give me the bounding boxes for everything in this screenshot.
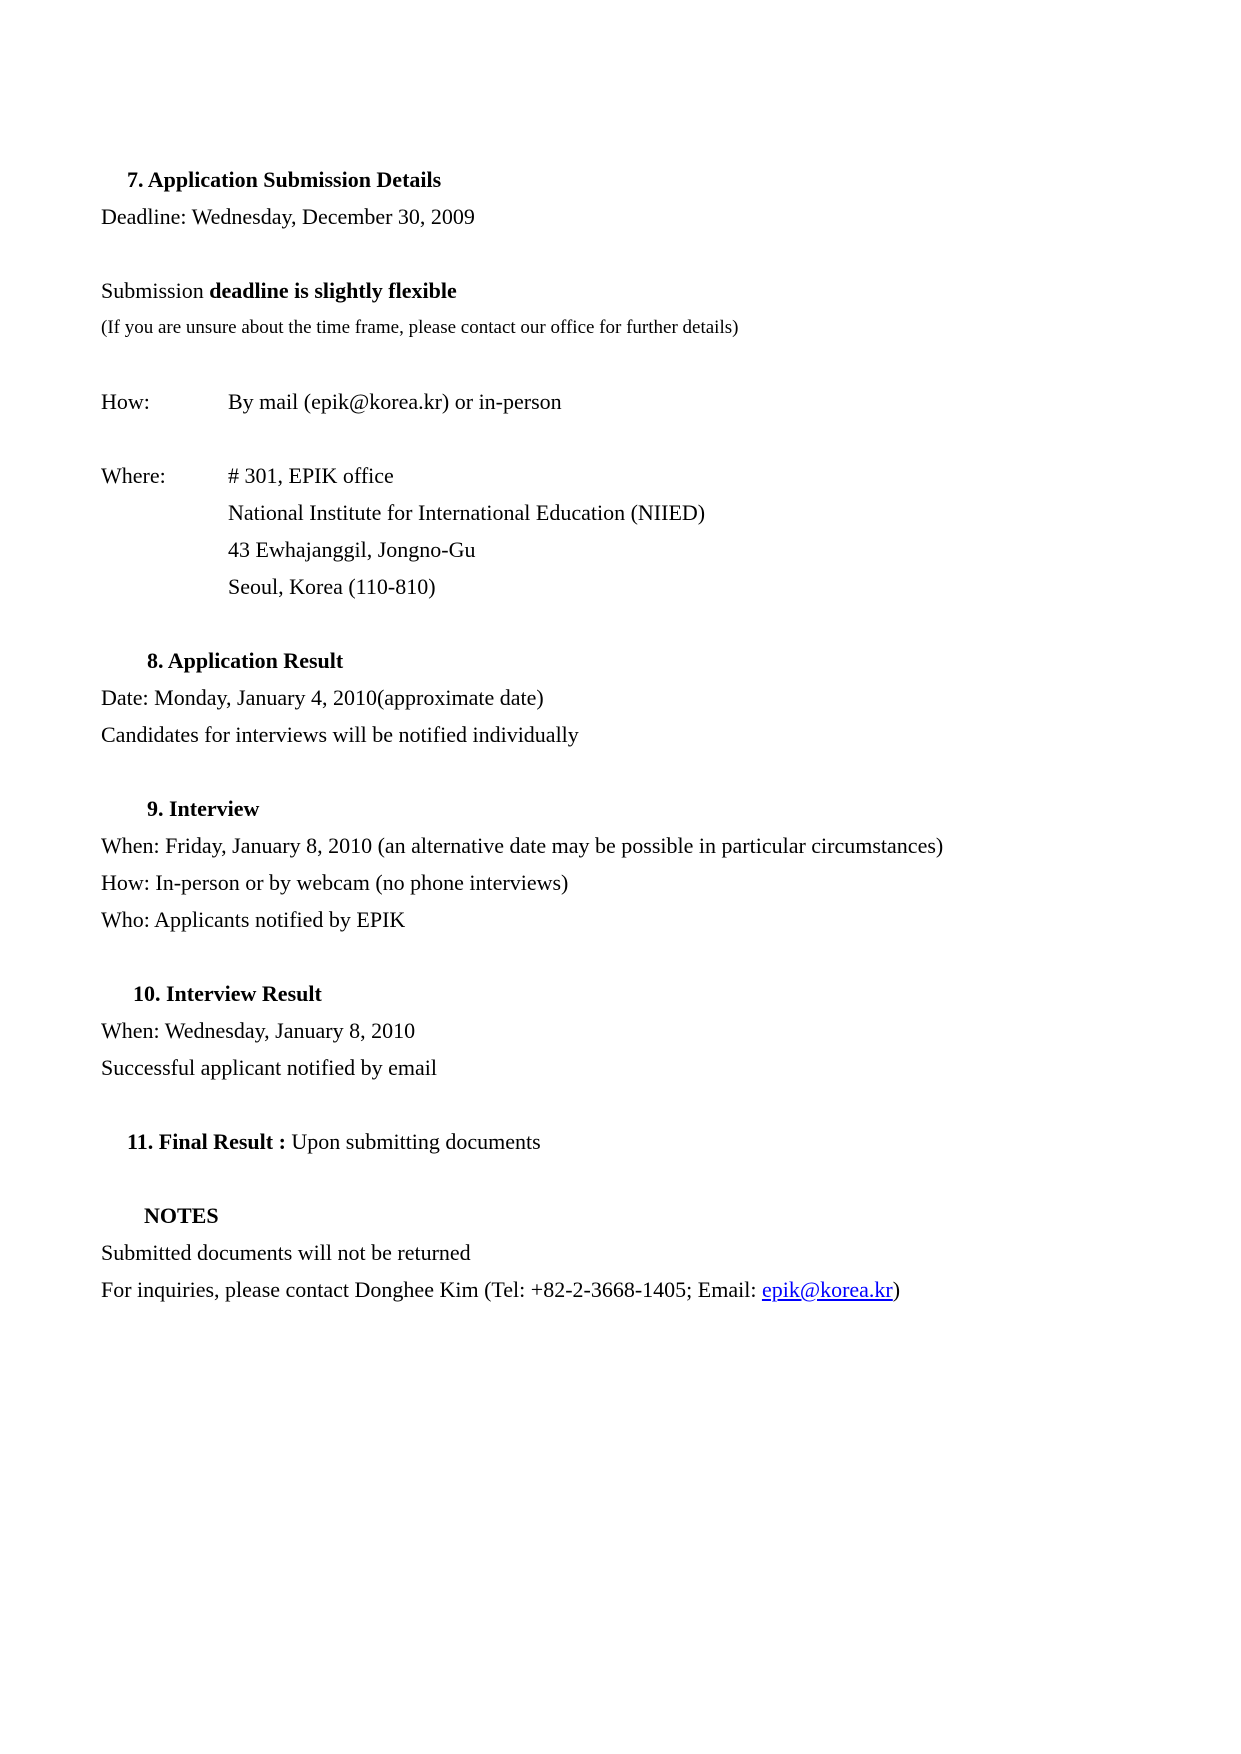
interview-result-note: Successful applicant notified by email	[101, 1055, 438, 1080]
notes-line-returned: Submitted documents will not be returned	[101, 1240, 471, 1265]
blank-line	[101, 420, 1146, 457]
how-row	[101, 383, 1146, 420]
blank-line	[101, 1160, 1146, 1197]
section-heading-submission-details: 7. Application Submission Details	[127, 167, 442, 192]
notes-line-inquiries	[101, 1271, 1146, 1308]
where-address-line4: Seoul, Korea (110-810)	[228, 574, 436, 599]
deadline-text: Deadline: Wednesday, December 30, 2009	[101, 204, 475, 229]
where-address-line1: # 301, EPIK office	[228, 463, 394, 488]
blank-line	[101, 346, 1146, 383]
inquiries-text-prefix: For inquiries, please contact Donghee Kim (Tel: +82-2-3668-1405; Email:	[101, 1277, 762, 1302]
where-address-line2: National Institute for International Education (NIIED)	[228, 500, 706, 525]
section-heading-final-result	[101, 1123, 1146, 1160]
where-row	[101, 457, 1146, 494]
submission-flexible-bold: deadline is slightly flexible	[209, 278, 457, 303]
final-result-heading-bold: 11. Final Result :	[127, 1129, 286, 1154]
email-link[interactable]: epik@korea.kr	[761, 1277, 893, 1302]
inquiries-text-suffix: )	[892, 1277, 901, 1302]
interview-how: How: In-person or by webcam (no phone interviews)	[101, 870, 569, 895]
submission-note: (If you are unsure about the time frame, please contact our office for further details)	[101, 317, 739, 338]
where-label: Where:	[101, 463, 166, 488]
how-label: How:	[101, 389, 150, 414]
interview-when: When: Friday, January 8, 2010 (an alternative date may be possible in particular circumstances)	[101, 833, 944, 858]
section-heading-interview-result: 10. Interview Result	[133, 981, 322, 1006]
blank-line	[101, 753, 1146, 790]
final-result-heading-rest: Upon submitting documents	[285, 1129, 541, 1154]
where-address-line3: 43 Ewhajanggil, Jongno-Gu	[228, 537, 476, 562]
blank-line	[101, 938, 1146, 975]
interview-result-when: When: Wednesday, January 8, 2010	[101, 1018, 416, 1043]
section-heading-interview: 9. Interview	[147, 796, 260, 821]
interview-who: Who: Applicants notified by EPIK	[101, 907, 406, 932]
application-result-date: Date: Monday, January 4, 2010(approximate date)	[101, 685, 544, 710]
submission-flexible-prefix: Submission	[101, 278, 210, 303]
application-result-note: Candidates for interviews will be notified individually	[101, 722, 579, 747]
section-heading-application-result: 8. Application Result	[147, 648, 344, 673]
blank-line	[101, 235, 1146, 272]
blank-line	[101, 605, 1146, 642]
blank-line	[101, 1086, 1146, 1123]
submission-flexible-line	[101, 272, 1146, 309]
section-heading-notes: NOTES	[144, 1203, 219, 1228]
how-value: By mail (epik@korea.kr) or in-person	[228, 389, 562, 414]
